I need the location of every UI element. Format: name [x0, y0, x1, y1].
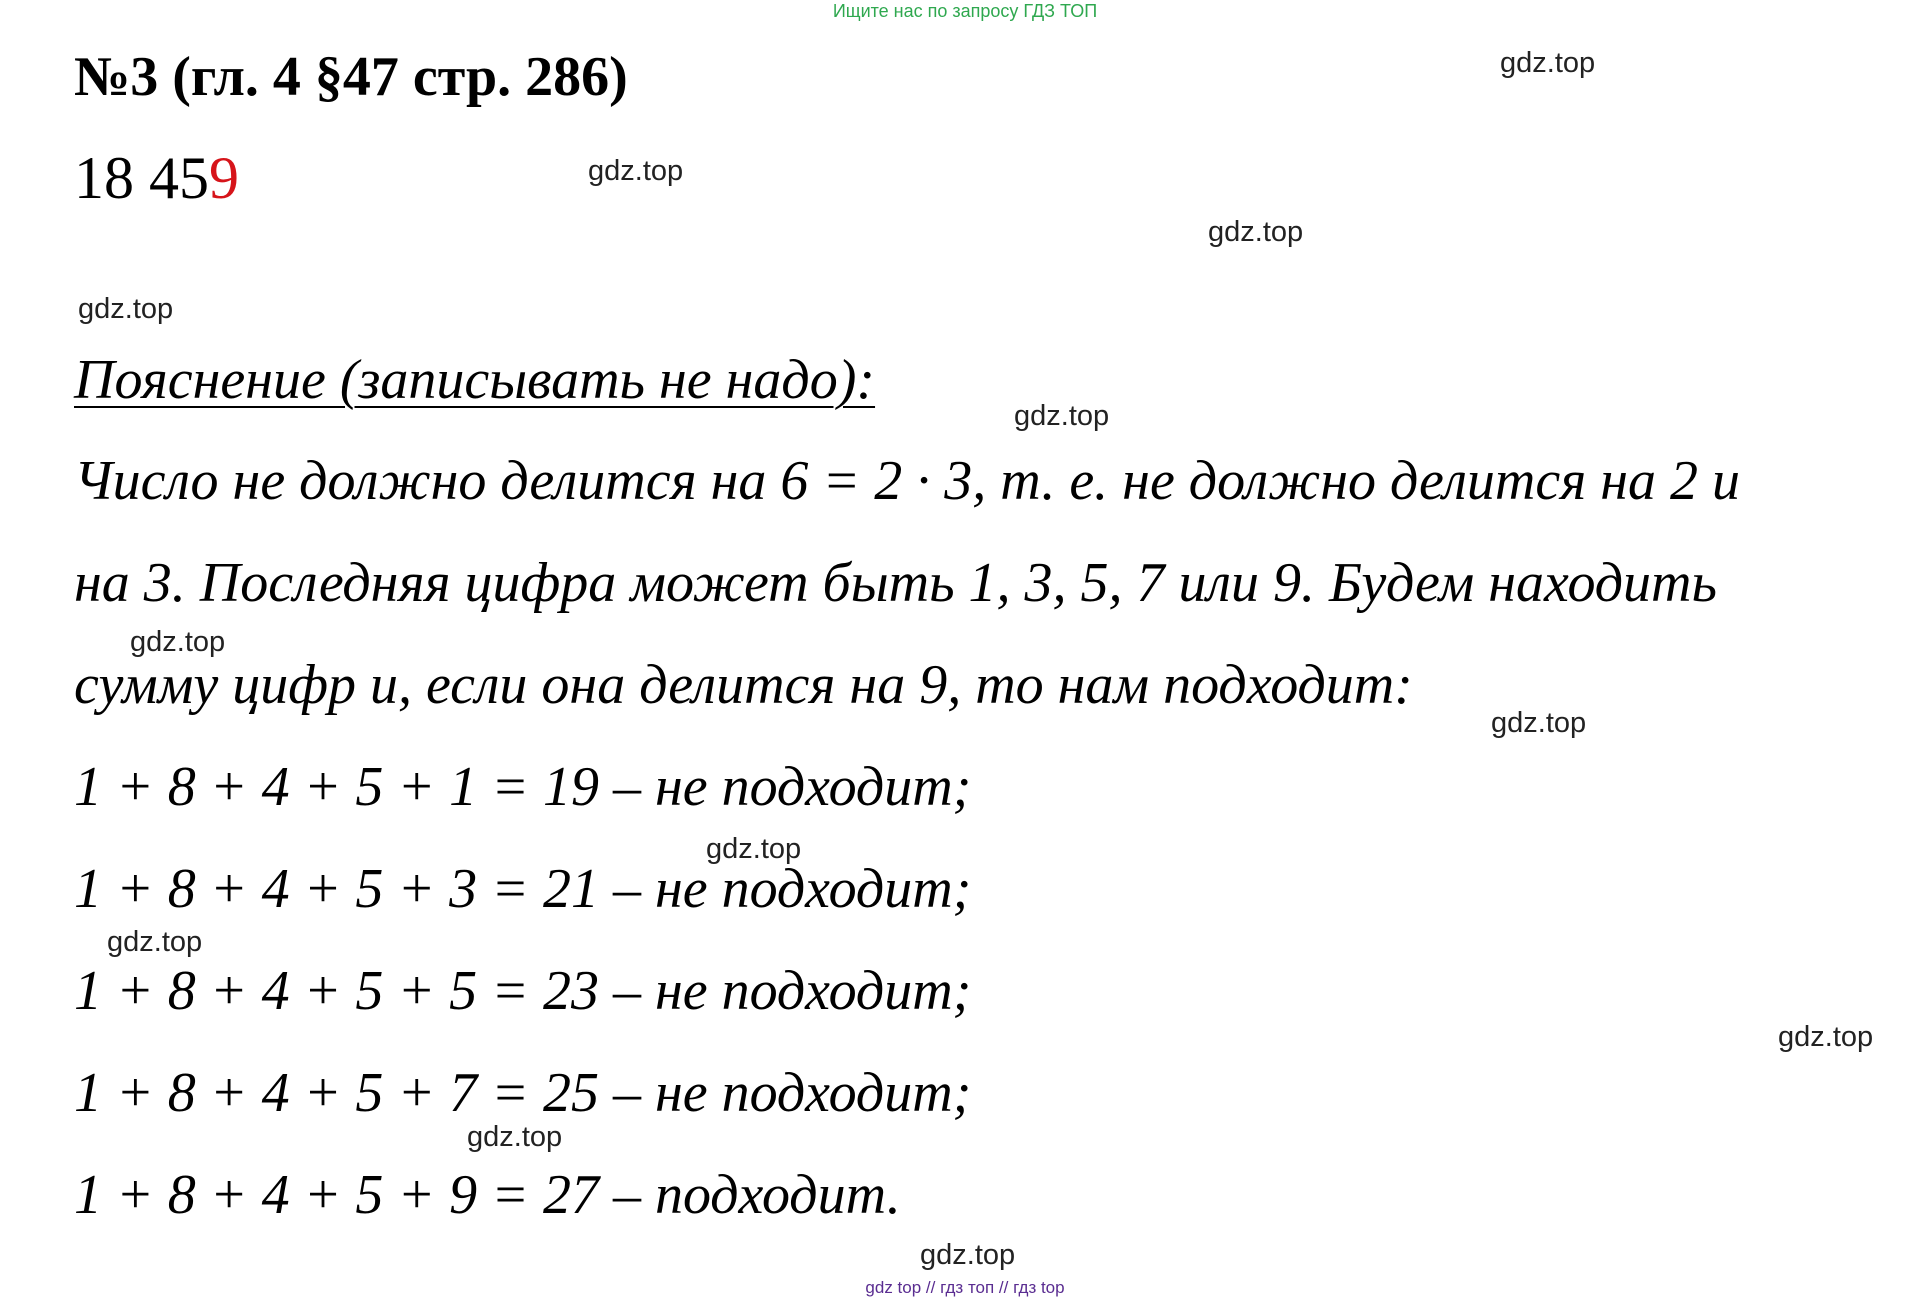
- answer-number: [74, 142, 239, 214]
- check-line-2: 1 + 8 + 4 + 5 + 3 = 21 – не подходит;: [74, 858, 972, 920]
- watermark: gdz.top: [1014, 400, 1110, 432]
- watermark: gdz.top: [1500, 47, 1596, 79]
- check-line-5: 1 + 8 + 4 + 5 + 9 = 27 – подходит.: [74, 1164, 901, 1226]
- check-line-3: 1 + 8 + 4 + 5 + 5 = 23 – не подходит;: [74, 960, 972, 1022]
- explanation-line-3: сумму цифр и, если она делится на 9, то нам подходит:: [74, 654, 1413, 716]
- watermark: gdz.top: [107, 926, 203, 958]
- explanation-line-2: на 3. Последняя цифра может быть 1, 3, 5, 7 или 9. Будем находить: [74, 552, 1717, 614]
- watermark: gdz.top: [1208, 216, 1304, 248]
- answer-highlighted-digit: 9: [209, 145, 239, 211]
- watermark: gdz.top: [1491, 707, 1587, 739]
- footer-links: gdz top // гдз топ // гдз top: [865, 1278, 1065, 1297]
- check-line-4: 1 + 8 + 4 + 5 + 7 = 25 – не подходит;: [74, 1062, 972, 1124]
- answer-main-digits: 18 45: [74, 145, 209, 211]
- check-line-1: 1 + 8 + 4 + 5 + 1 = 19 – не подходит;: [74, 756, 972, 818]
- watermark: gdz.top: [78, 293, 174, 325]
- watermark: gdz.top: [920, 1239, 1016, 1271]
- top-search-note: Ищите нас по запросу ГДЗ ТОП: [832, 1, 1098, 21]
- explanation-line-1: Число не должно делится на 6 = 2 · 3, т. е. не должно делится на 2 и: [74, 450, 1741, 512]
- explanation-heading: Пояснение (записывать не надо):: [74, 349, 876, 411]
- watermark: gdz.top: [588, 155, 684, 187]
- watermark: gdz.top: [706, 833, 802, 865]
- exercise-title: №3 (гл. 4 §47 стр. 286): [74, 46, 628, 108]
- watermark: gdz.top: [130, 626, 226, 658]
- watermark: gdz.top: [1778, 1021, 1874, 1053]
- watermark: gdz.top: [467, 1121, 563, 1153]
